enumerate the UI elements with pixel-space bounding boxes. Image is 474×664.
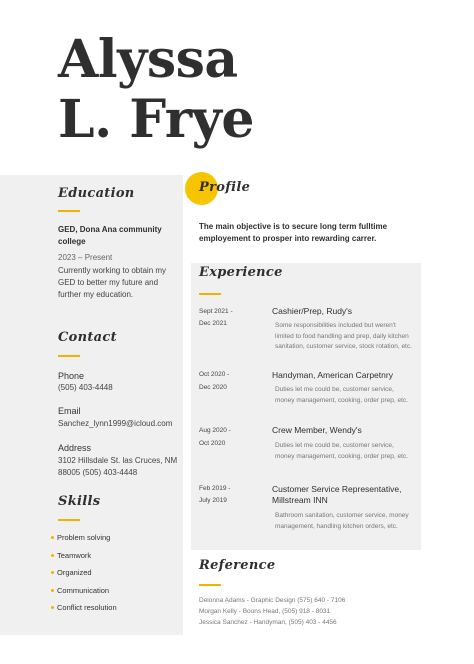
- address-value: 3102 Hillsdale St. las Cruces, NM 88005 (505) 403-4448: [58, 456, 178, 477]
- reference-item: Delonna Adams - Graphic Design (575) 640 - 7106: [199, 597, 346, 604]
- education-school: GED, Dona Ana community college: [58, 225, 162, 246]
- job-title: Cashier/Prep, Rudy's: [272, 306, 353, 316]
- education-years: 2023 – Present: [58, 253, 113, 262]
- education-rule: [58, 210, 80, 212]
- skill-label: Communication: [57, 585, 110, 595]
- contact-heading: Contact: [58, 330, 117, 345]
- job-title: Handyman, American Carpetnry: [272, 370, 393, 380]
- job-date-end: Oct 2020: [199, 440, 226, 447]
- job-description: Bathroom sanitation, customer service, money management, handling kitchen orders, etc.: [275, 512, 409, 530]
- job-description: Duties let me could be, customer service, money management, cooking, order prep, etc.: [275, 386, 408, 404]
- phone-value: (505) 403-4448: [58, 383, 113, 392]
- education-description: Currently working to obtain my GED to better my future and further my education.: [58, 266, 167, 299]
- profile-heading: Profile: [199, 180, 251, 195]
- skill-label: Organized: [57, 568, 92, 577]
- reference-heading: Reference: [199, 558, 276, 573]
- skills-heading: Skills: [58, 494, 101, 509]
- skill-item: [52, 551, 117, 569]
- skill-label: Conflict resolution: [57, 603, 117, 612]
- reference-item: Morgan Kelly - Boons Head, (505) 918 - 8031: [199, 608, 331, 615]
- experience-rule: [199, 293, 221, 295]
- skill-item: [52, 586, 117, 604]
- job-date-end: July 2019: [199, 497, 227, 504]
- phone-label: Phone: [58, 371, 85, 381]
- skill-label: Teamwork: [57, 550, 92, 560]
- skills-list: [52, 533, 117, 621]
- email-label: Email: [58, 406, 81, 416]
- bullet-icon: [51, 536, 54, 539]
- bullet-icon: [51, 571, 54, 574]
- job-date-start: Aug 2020 -: [199, 427, 231, 434]
- reference-rule: [199, 584, 221, 586]
- job-title: Customer Service Representative, Millstream INN: [272, 484, 402, 505]
- bullet-icon: [51, 606, 54, 609]
- skill-item: [52, 533, 117, 551]
- job-description: Duties let me could be, customer service, money management, cooking, order prep, etc.: [275, 442, 408, 460]
- experience-heading: Experience: [199, 265, 283, 280]
- bullet-icon: [51, 554, 54, 557]
- bullet-icon: [51, 589, 54, 592]
- job-description: Some responsibilities included but weren't limited to food handling and prep, daily kitchen sanitation, customer service, stock rotation, etc.: [275, 322, 412, 351]
- email-value: Sanchez_lynn1999@icloud.com: [58, 419, 173, 428]
- profile-text: The main objective is to secure long term fulltime employement to prosper into rewarding carrer.: [199, 222, 388, 243]
- skill-label: Problem solving: [57, 533, 111, 542]
- contact-rule: [58, 355, 80, 357]
- education-heading: Education: [58, 186, 135, 201]
- name-line-2: L. Frye: [58, 89, 254, 150]
- name-line-1: Alyssa: [58, 29, 238, 90]
- job-date-start: Sept 2021 -: [199, 308, 233, 315]
- job-date-end: Dec 2020: [199, 384, 227, 391]
- address-label: Address: [58, 443, 92, 453]
- job-title: Crew Member, Wendy's: [272, 425, 362, 435]
- job-date-start: Feb 2019 -: [199, 485, 231, 492]
- skills-rule: [58, 519, 80, 521]
- reference-item: Jessica Sanchez - Handyman, (505) 403 - 4456: [199, 619, 337, 626]
- job-date-end: Dec 2021: [199, 320, 227, 327]
- skill-item: [52, 568, 117, 586]
- skill-item: [52, 603, 117, 621]
- job-date-start: Oct 2020 -: [199, 371, 230, 378]
